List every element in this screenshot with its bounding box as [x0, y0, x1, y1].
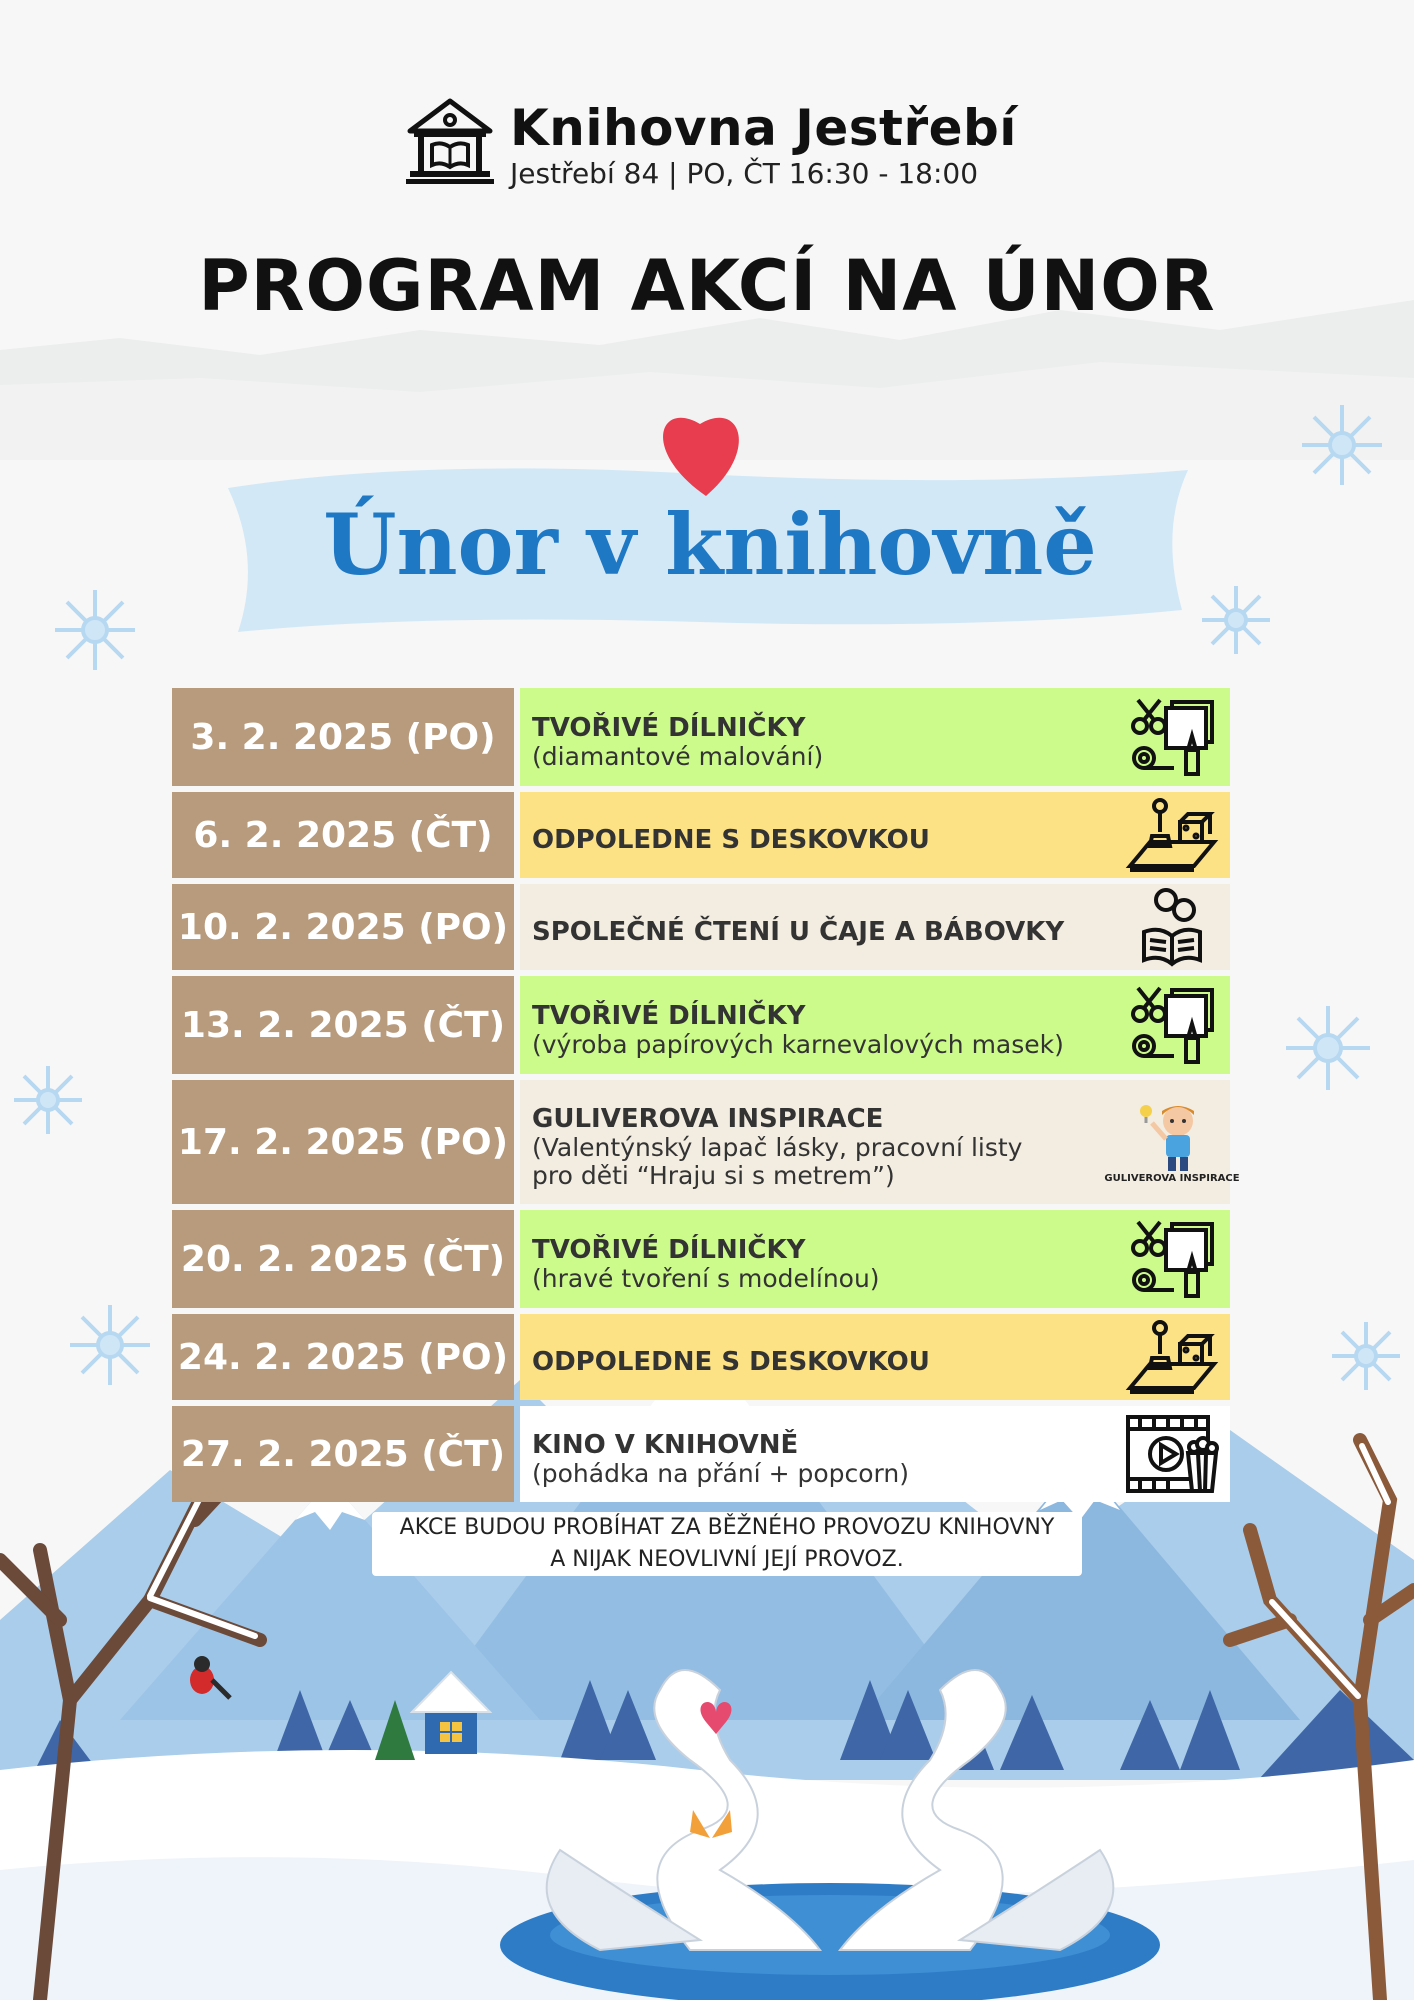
- event-title: SPOLEČNÉ ČTENÍ U ČAJE A BÁBOVKY: [532, 917, 1065, 947]
- cinema-icon: [1126, 1413, 1218, 1495]
- event-date: 3. 2. 2025 (PO): [172, 688, 514, 786]
- snowflake-icon: [1302, 405, 1382, 485]
- library-building-icon: [404, 95, 496, 187]
- event-description: (pohádka na přání + popcorn): [532, 1459, 909, 1488]
- event-title: TVOŘIVÉ DÍLNIČKY: [532, 713, 806, 743]
- library-address-hours: Jestřebí 84 | PO, ČT 16:30 - 18:00: [510, 157, 979, 190]
- snowflake-icon: [1332, 1322, 1400, 1390]
- event-row: [172, 1210, 1230, 1308]
- snowflake-icon: [70, 1305, 150, 1385]
- guliver-icon: [1104, 1101, 1240, 1184]
- event-description: pro děti “Hraju si s metrem”): [532, 1161, 895, 1190]
- event-details: [520, 1406, 1230, 1502]
- event-date: 20. 2. 2025 (ČT): [172, 1210, 514, 1308]
- event-date: 10. 2. 2025 (PO): [172, 884, 514, 970]
- event-title: ODPOLEDNE S DESKOVKOU: [532, 825, 930, 855]
- event-date: 17. 2. 2025 (PO): [172, 1080, 514, 1204]
- event-title: TVOŘIVÉ DÍLNIČKY: [532, 1235, 806, 1265]
- crafts-icon: [1126, 984, 1218, 1066]
- banner-title: Únor v knihovně: [323, 495, 1097, 594]
- event-description: (Valentýnský lapač lásky, pracovní listy: [532, 1133, 1023, 1162]
- board-game-icon: [1126, 794, 1218, 876]
- event-details: [520, 1314, 1230, 1400]
- event-date: 13. 2. 2025 (ČT): [172, 976, 514, 1074]
- reading-icon: [1126, 886, 1218, 968]
- event-details: [520, 688, 1230, 786]
- crafts-icon: [1126, 696, 1218, 778]
- page-title: PROGRAM AKCÍ NA ÚNOR: [198, 245, 1216, 327]
- event-description: (diamantové malování): [532, 742, 824, 771]
- note-line-1: AKCE BUDOU PROBÍHAT ZA BĚŽNÉHO PROVOZU KNIHOVNY: [399, 1515, 1055, 1540]
- event-details: [520, 1210, 1230, 1308]
- event-title: KINO V KNIHOVNĚ: [532, 1430, 799, 1460]
- event-details: [520, 976, 1230, 1074]
- event-title: GULIVEROVA INSPIRACE: [532, 1104, 884, 1134]
- event-date: 27. 2. 2025 (ČT): [172, 1406, 514, 1502]
- event-row: [172, 688, 1230, 786]
- library-name: Knihovna Jestřebí: [510, 99, 1017, 157]
- event-description: (hravé tvoření s modelínou): [532, 1264, 880, 1293]
- event-row: [172, 1406, 1230, 1502]
- event-date: 6. 2. 2025 (ČT): [172, 792, 514, 878]
- event-date: 24. 2. 2025 (PO): [172, 1314, 514, 1400]
- event-details: [520, 884, 1230, 970]
- event-row: [172, 884, 1230, 970]
- note: [372, 1512, 1082, 1576]
- event-row: [172, 792, 1230, 878]
- snowflake-icon: [1286, 1006, 1370, 1090]
- board-game-icon: [1126, 1316, 1218, 1398]
- event-details: [520, 792, 1230, 878]
- snowflake-icon: [1202, 586, 1270, 654]
- event-row: [172, 976, 1230, 1074]
- snowflake-icon: [55, 590, 135, 670]
- event-row: [172, 1314, 1230, 1400]
- event-details: [520, 1080, 1240, 1204]
- event-description: (výroba papírových karnevalových masek): [532, 1030, 1064, 1059]
- event-title: TVOŘIVÉ DÍLNIČKY: [532, 1001, 806, 1031]
- event-row: [172, 1080, 1240, 1204]
- note-line-2: A NIJAK NEOVLIVNÍ JEJÍ PROVOZ.: [550, 1547, 904, 1572]
- snowflake-icon: [14, 1066, 82, 1134]
- guliver-badge-text: GULIVEROVA INSPIRACE: [1104, 1173, 1240, 1184]
- crafts-icon: [1126, 1218, 1218, 1300]
- event-title: ODPOLEDNE S DESKOVKOU: [532, 1347, 930, 1377]
